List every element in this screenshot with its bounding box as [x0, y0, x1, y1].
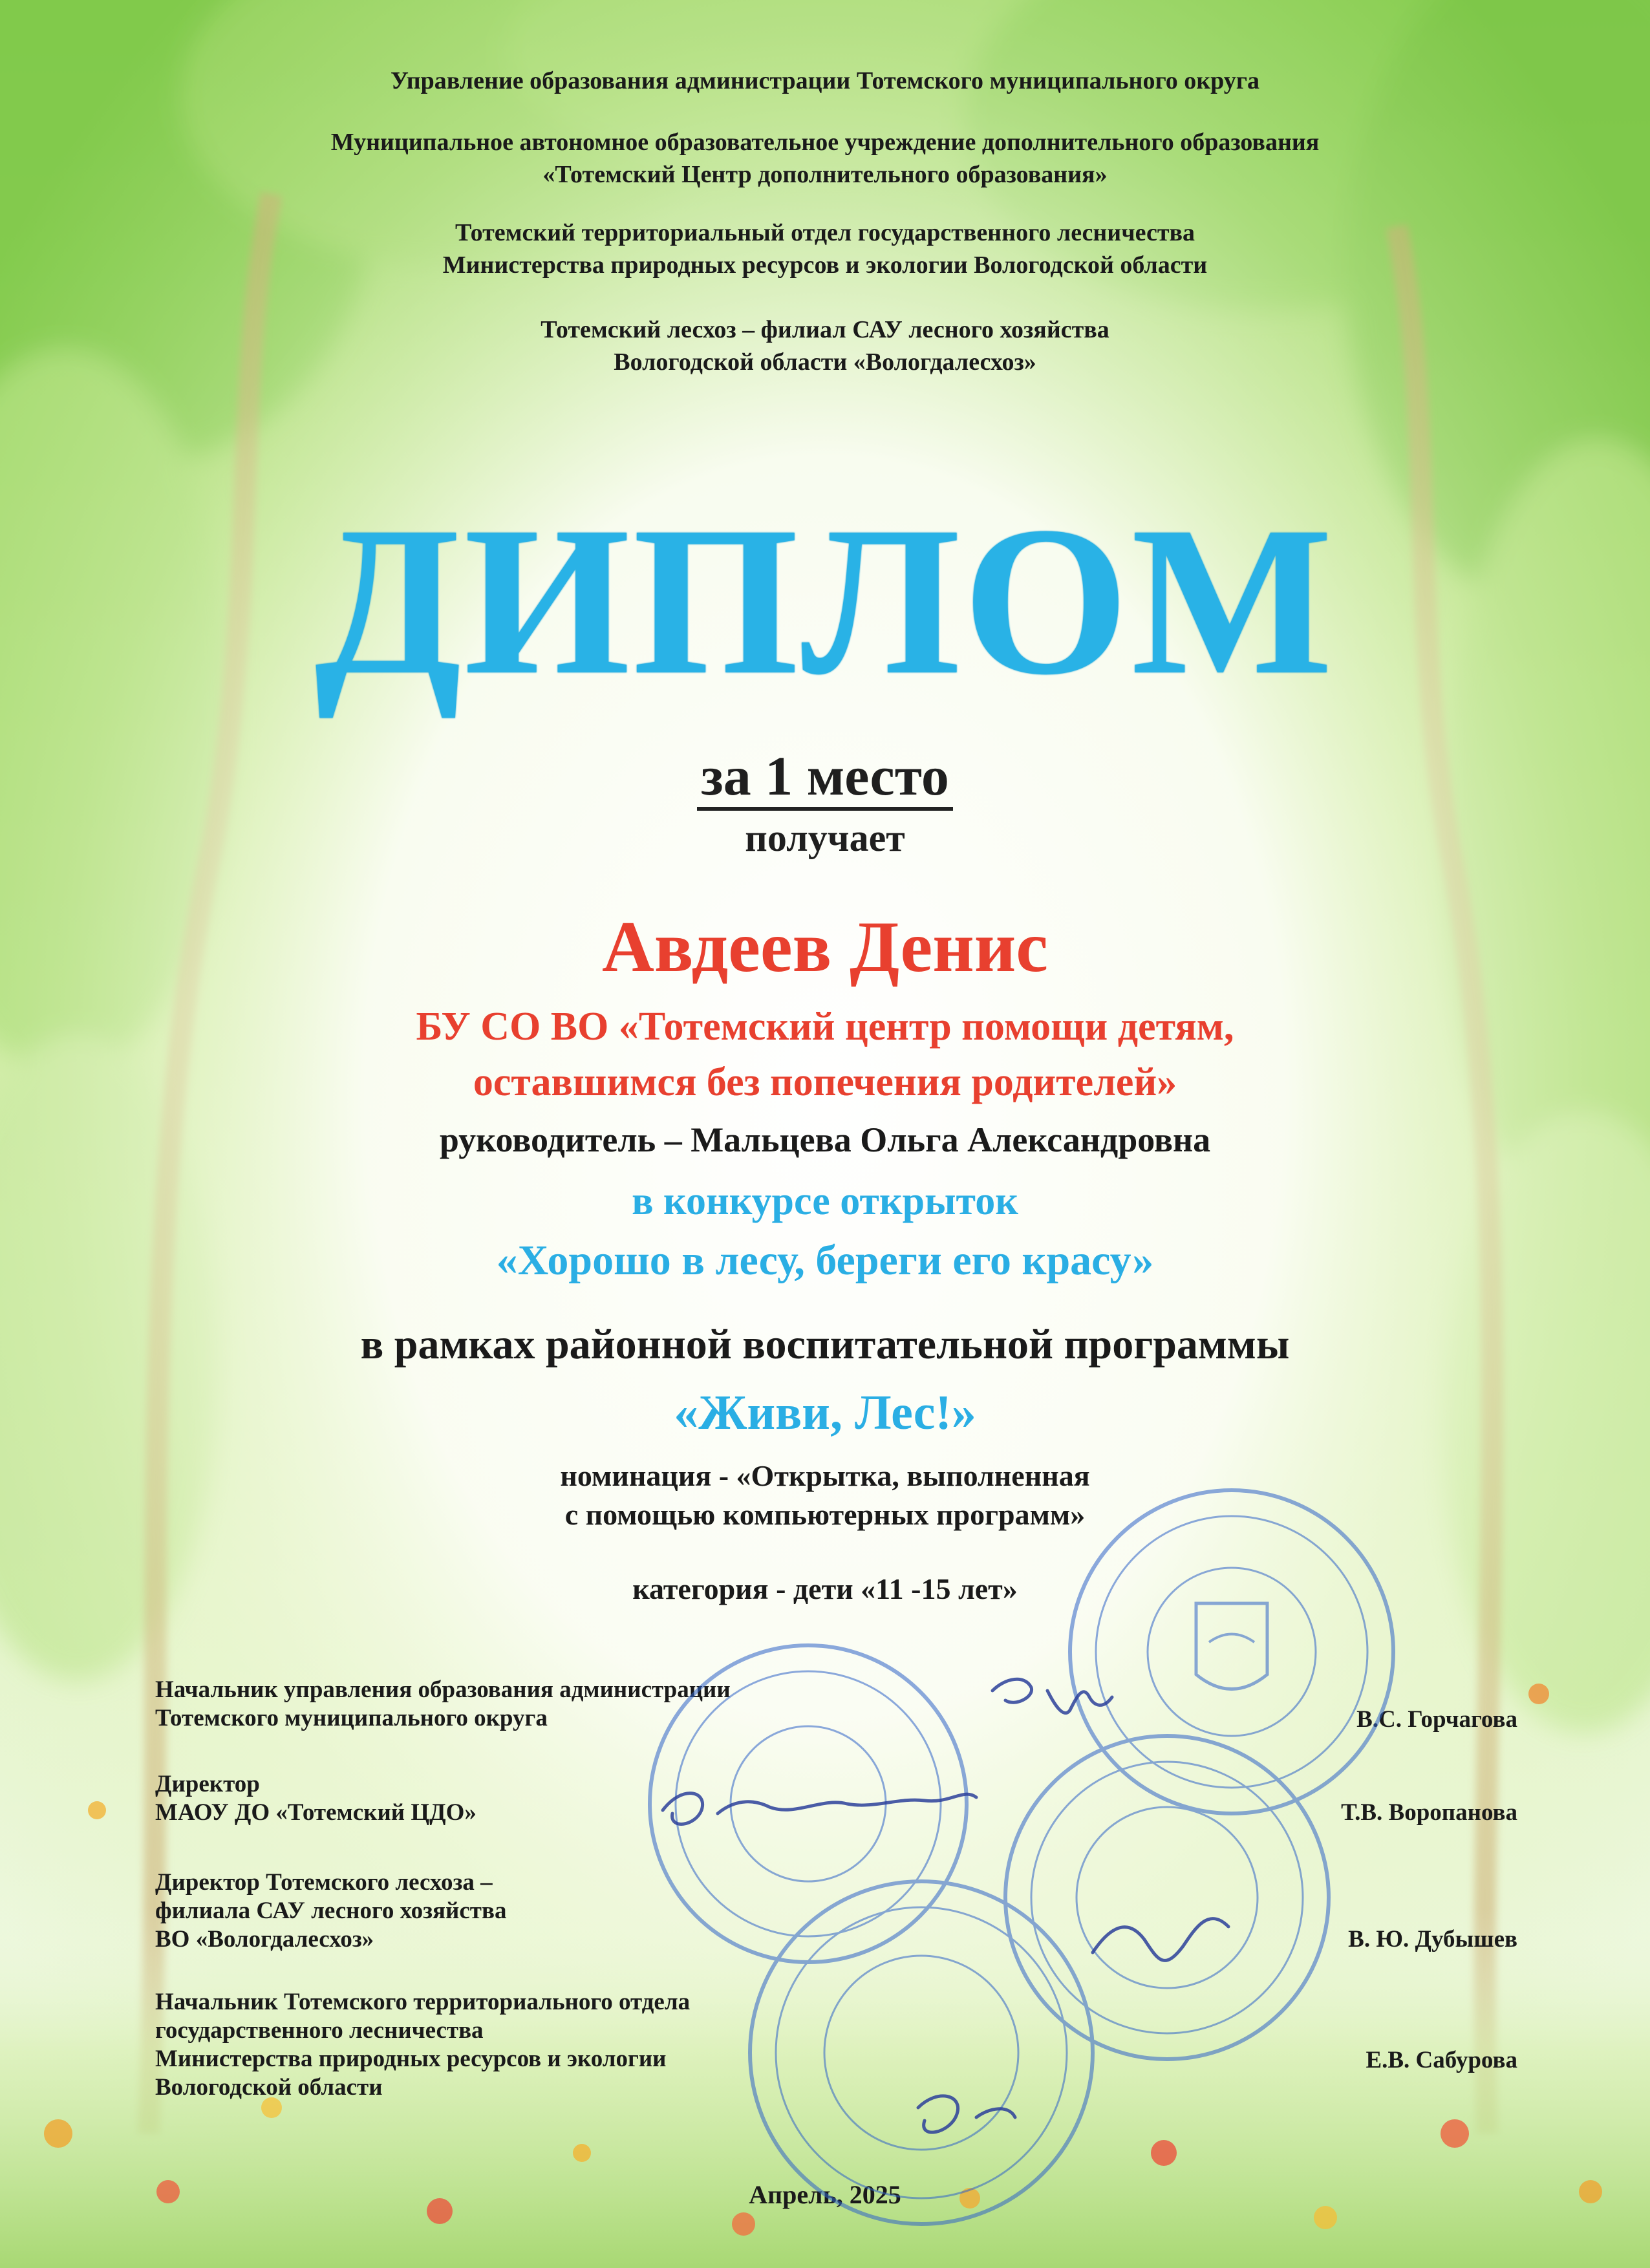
signatory-3-title [155, 1868, 506, 1954]
signatory-title-line: МАОУ ДО «Тотемский ЦДО» [155, 1799, 477, 1826]
award-place [0, 744, 1650, 808]
nomination-line1: номинация - «Открытка, выполненная [560, 1459, 1090, 1492]
issuer-education-department [0, 65, 1650, 97]
signatory-2-name: Т.В. Воропанова [1341, 1799, 1517, 1826]
recipient-org-line2: оставшимся без попечения родителей» [473, 1060, 1177, 1104]
header-line: Тотемский территориальный отдел государственного лесничества [455, 219, 1195, 246]
issuer-education-center [0, 126, 1650, 191]
header-line: Вологодской области «Вологдалесхоз» [614, 348, 1036, 376]
header-line: «Тотемский Центр дополнительного образования» [542, 161, 1108, 188]
contest-line1: в конкурсе открыток [632, 1179, 1018, 1223]
recipient-name: Авдеев Денис [601, 907, 1049, 987]
signatory-4-title [155, 1988, 690, 2102]
signatory-title-line: Тотемского муниципального округа [155, 1705, 548, 1731]
contest-name: «Хорошо в лесу, береги его красу» [496, 1237, 1154, 1284]
category: категория - дети «11 -15 лет» [632, 1572, 1018, 1605]
header-line: Управление образования администрации Тотемского муниципального округа [390, 67, 1260, 94]
award-place-text: за 1 место [697, 745, 953, 811]
signatory-1-name: В.С. Горчагова [1356, 1706, 1517, 1733]
signatory-3-name: В. Ю. Дубышев [1348, 1926, 1517, 1952]
award-receives: получает [745, 817, 905, 859]
supervisor: руководитель – Мальцева Ольга Александровна [439, 1120, 1211, 1159]
signatory-title-line: государственного лесничества [155, 2017, 484, 2044]
header-line: Муниципальное автономное образовательное учреждение дополнительного образования [330, 129, 1320, 156]
program-prefix: в рамках районной воспитательной программы [360, 1321, 1290, 1368]
nomination-line2: с помощью компьютерных программ» [564, 1498, 1086, 1531]
signatory-title-line: Министерства природных ресурсов и экологии [155, 2046, 667, 2072]
header-line: Тотемский лесхоз – филиал САУ лесного хозяйства [541, 316, 1109, 343]
signatory-title-line: Директор [155, 1771, 260, 1797]
signatory-title-line: ВО «Вологдалесхоз» [155, 1926, 374, 1952]
signatory-title-line: филиала САУ лесного хозяйства [155, 1898, 507, 1924]
signatory-1-title [155, 1676, 731, 1733]
program-name: «Живи, Лес!» [674, 1385, 976, 1440]
signatory-title-line: Директор Тотемского лесхоза – [155, 1869, 493, 1896]
header-line: Министерства природных ресурсов и экологии Вологодской области [442, 251, 1208, 279]
signatory-title-line: Начальник Тотемского территориального отдела [155, 1989, 691, 2015]
recipient-org-line1: БУ СО ВО «Тотемский центр помощи детям, [416, 1005, 1234, 1049]
issuer-leshoz [0, 314, 1650, 378]
issue-date: Апрель, 2025 [749, 2180, 901, 2209]
signatory-4-name: Е.В. Сабурова [1366, 2047, 1517, 2073]
signatory-2-title [155, 1770, 477, 1827]
diploma-title: ДИПЛОМ [314, 483, 1336, 719]
signatory-title-line: Вологодской области [155, 2074, 383, 2101]
signatory-title-line: Начальник управления образования администрации [155, 1676, 731, 1703]
issuer-forestry-department [0, 217, 1650, 281]
